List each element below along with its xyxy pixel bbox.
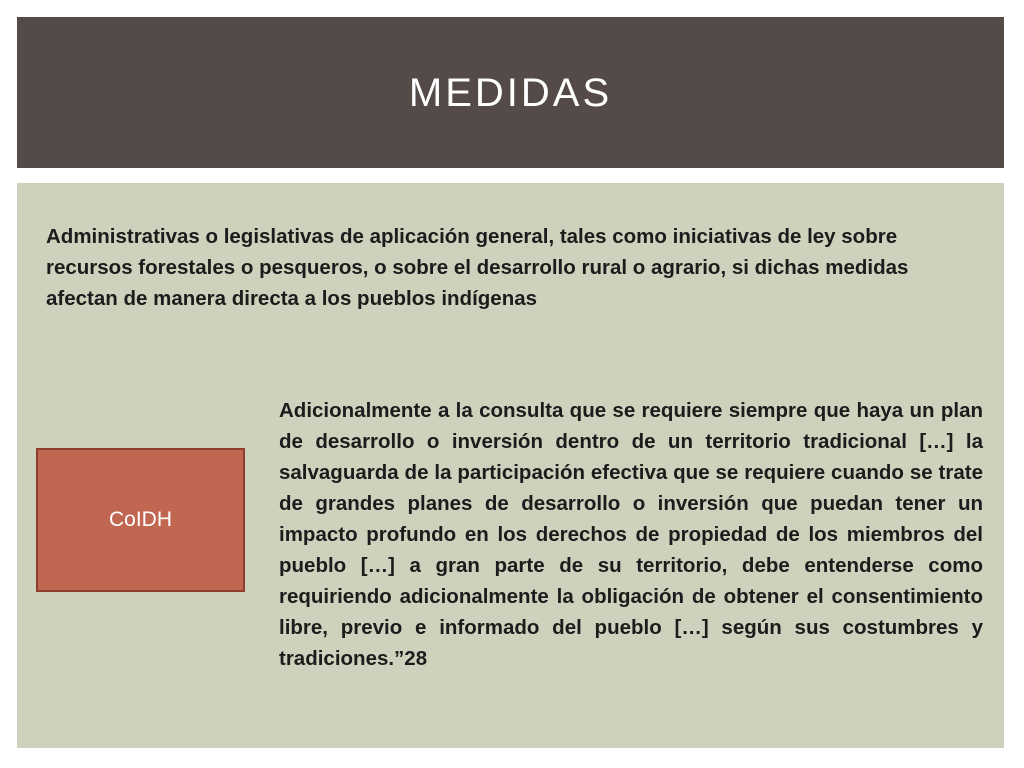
court-label: CoIDH <box>108 508 172 531</box>
slide-title: MEDIDAS <box>408 71 613 115</box>
intro-paragraph: Administrativas o legislativas de aplicación general, tales como iniciativas de ley sobre recursos forestales o pesqueros, o sobre el desarrollo rural o agrario, si dichas medidas afectan de manera directa a los pueblos indígenas <box>46 225 909 310</box>
quote-paragraph: Adicionalmente a la consulta que se requiere siempre que haya un plan de desarrollo o inversión dentro de un territorio tradicional […] la salvaguarda de la participación efectiva que se requiere cuando se trate de grandes planes de desarrollo o inversión que puedan tener un impacto profundo en los derechos de propiedad de los miembros del pueblo […] a gran parte de su territorio, debe entenderse como requiriendo adicionalmente la obligación de obtener el consentimiento libre, previo e informado del pueblo […] según sus costumbres y tradiciones.”28 <box>279 399 983 670</box>
title-band <box>17 17 1004 168</box>
court-label-box <box>36 448 245 592</box>
content-panel <box>17 183 1004 748</box>
